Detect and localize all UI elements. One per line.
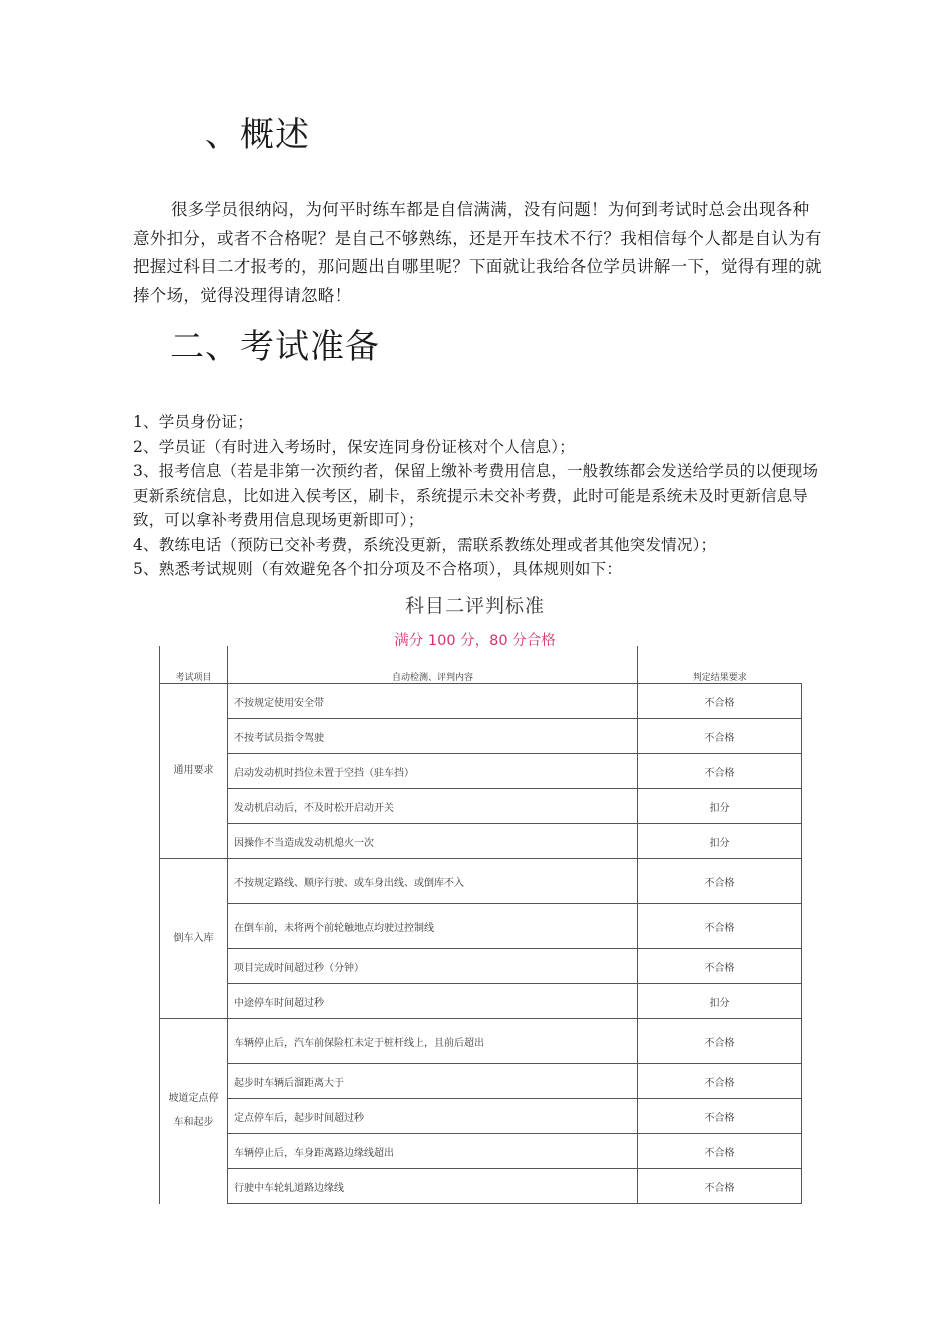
content-cell: 启动发动机时挡位未置于空挡（驻车挡） (228, 754, 638, 789)
content-cell: 起步时车辆后溜距离大于 (228, 1064, 638, 1099)
table-row (160, 719, 802, 754)
result-cell: 不合格 (638, 1099, 802, 1134)
table-row (160, 1064, 802, 1099)
content-cell: 不按规定路线、顺序行驶、或车身出线、或倒库不入 (228, 859, 638, 904)
result-cell: 不合格 (638, 1134, 802, 1169)
content-cell: 不按规定使用安全带 (228, 684, 638, 719)
table-row (160, 1134, 802, 1169)
table-row (160, 1019, 802, 1064)
list-item: 2、学员证（有时进入考场时，保安连同身份证核对个人信息）； (133, 437, 575, 456)
result-cell: 扣分 (638, 824, 802, 859)
content-cell: 因操作不当造成发动机熄火一次 (228, 824, 638, 859)
table-title: 科目二评判标准 (404, 595, 545, 617)
table-row (160, 949, 802, 984)
category-cell: 倒车入库 (160, 859, 228, 1019)
list-item: 1、学员身份证； (133, 413, 253, 431)
table-row (160, 824, 802, 859)
scoring-table (159, 646, 802, 1204)
content-cell: 车辆停止后，车身距离路边缘线超出 (228, 1134, 638, 1169)
header-category: 考试项目 (160, 646, 228, 684)
category-cell: 坡道定点停车和起步 (160, 1019, 228, 1204)
content-cell: 在倒车前，未将两个前轮触地点均驶过控制线 (228, 904, 638, 949)
table-row (160, 754, 802, 789)
table-row (160, 859, 802, 904)
result-cell: 扣分 (638, 984, 802, 1019)
table-row (160, 789, 802, 824)
header-content: 自动检测、评判内容 (228, 646, 638, 684)
table-subtitle: 满分 100 分，80 分合格 (394, 633, 556, 649)
list-item: 3、报考信息（若是非第一次预约者，保留上缴补考费用信息，一般教练都会发送给学员的以便现场更新系统信息，比如进入侯考区，刷卡，系统提示未交补考费，此时可能是系统未及时更新信息导致，可以拿补考费用信息现场更新即可）； (133, 462, 819, 529)
list-item: 5、熟悉考试规则（有效避免各个扣分项及不合格项），具体规则如下： (133, 560, 623, 578)
result-cell: 不合格 (638, 1169, 802, 1204)
result-cell: 不合格 (638, 1019, 802, 1064)
content-cell: 不按考试员指令驾驶 (228, 719, 638, 754)
table-row (160, 1099, 802, 1134)
table-row (160, 904, 802, 949)
table-header-row (160, 646, 802, 684)
content-cell: 定点停车后，起步时间超过秒 (228, 1099, 638, 1134)
table-row (160, 1169, 802, 1204)
table-row (160, 684, 802, 719)
heading-overview: 、概述 (205, 115, 310, 155)
result-cell: 不合格 (638, 719, 802, 754)
content-cell: 车辆停止后，汽车前保险杠未定于桩杆线上，且前后超出 (228, 1019, 638, 1064)
result-cell: 不合格 (638, 1064, 802, 1099)
category-cell: 通用要求 (160, 684, 228, 859)
content-cell: 中途停车时间超过秒 (228, 984, 638, 1019)
table-row (160, 984, 802, 1019)
prep-list (133, 410, 833, 582)
result-cell: 扣分 (638, 789, 802, 824)
result-cell: 不合格 (638, 904, 802, 949)
content-cell: 项目完成时间超过秒（分钟） (228, 949, 638, 984)
intro-paragraph: 很多学员很纳闷，为何平时练车都是自信满满，没有问题！为何到考试时总会出现各种意外扣分，或者不合格呢？是自己不够熟练，还是开车技术不行？我相信每个人都是自认为有把握过科目二才报考的，那问题出自哪里呢？下面就让我给各位学员讲解一下，觉得有理的就捧个场，觉得没理得请忽略！ (133, 200, 822, 305)
header-result: 判定结果要求 (638, 646, 802, 684)
result-cell: 不合格 (638, 754, 802, 789)
list-item: 4、教练电话（预防已交补考费，系统没更新，需联系教练处理或者其他突发情况）； (133, 535, 717, 554)
content-cell: 发动机启动后，不及时松开启动开关 (228, 789, 638, 824)
result-cell: 不合格 (638, 859, 802, 904)
content-cell: 行驶中车轮轧道路边缘线 (228, 1169, 638, 1204)
heading-exam-prep: 二、考试准备 (170, 327, 380, 367)
result-cell: 不合格 (638, 949, 802, 984)
result-cell: 不合格 (638, 684, 802, 719)
